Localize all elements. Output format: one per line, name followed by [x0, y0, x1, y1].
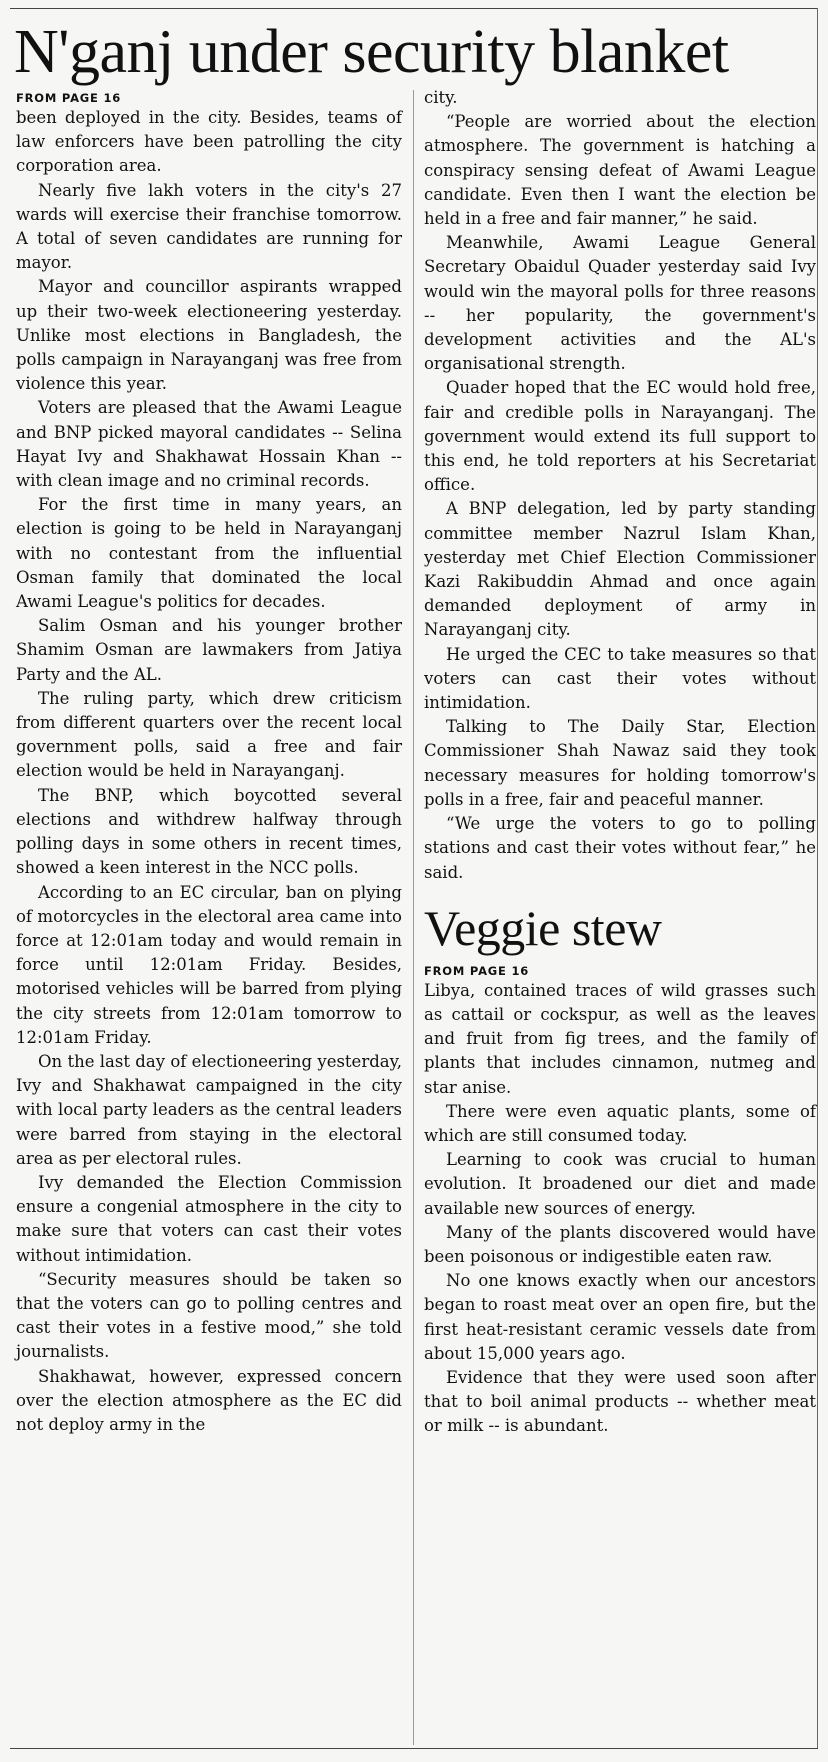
paragraph: No one knows exactly when our ancestors began to roast meat over an open fire, but the first heat-resistant ceramic vessels date from about 15,000 years ago. — [424, 1271, 816, 1363]
paragraph: city. — [424, 88, 458, 107]
paragraph: The BNP, which boycotted several elections and withdrew halfway through polling days in some others in recent times, showed a keen interest in the NCC polls. — [16, 785, 402, 878]
paragraph: “People are worried about the election atmosphere. The government is hatching a conspiracy sensing defeat of Awami League candidate. Even then I want the election be held in a free and fair manner,” he said. — [424, 112, 816, 229]
continuation-kicker: FROM PAGE 16 — [424, 963, 530, 978]
paragraph: Evidence that they were used soon after that to boil animal products -- whether meat or milk -- is abundant. — [424, 1367, 816, 1436]
paragraph: “We urge the voters to go to polling stations and cast their votes without fear,” he said. — [424, 814, 816, 882]
continuation-kicker: FROM PAGE 16 — [16, 91, 122, 105]
paragraph: A BNP delegation, led by party standing committee member Nazrul Islam Khan, yesterday met Chief Election Commissioner Kazi Rakibuddin Ahmad and once again demanded deployment of army in Narayanganj city. — [424, 499, 816, 640]
paragraph: Libya, contained traces of wild grasses such as cattail or cockspur, as well as the leaves and fruit from fig trees, and the family of plants that includes cinnamon, nutmeg and star anise. — [424, 980, 816, 1097]
paragraph: Ivy demanded the Election Commission ensure a congenial atmosphere in the city to make sure that voters can cast their votes without intimidation. — [16, 1172, 402, 1265]
right-rule — [817, 8, 818, 1748]
second-story-headline: Veggie stew — [424, 899, 662, 956]
paragraph: Learning to cook was crucial to human evolution. It broadened our diet and made available new sources of energy. — [424, 1150, 816, 1218]
paragraph: Nearly five lakh voters in the city's 27 wards will exercise their franchise tomorrow. A total of seven candidates are running for mayor. — [16, 180, 402, 273]
story-headline: N'ganj under security blanket — [14, 18, 729, 86]
paragraph: Meanwhile, Awami League General Secretary Obaidul Quader yesterday said Ivy would win the mayoral polls for three reasons -- her popularity, the government's development activities and the AL's organisational strength. — [424, 233, 816, 374]
paragraph: Voters are pleased that the Awami League and BNP picked mayoral candidates -- Selina Hayat Ivy and Shakhawat Hossain Khan -- with clean image and no criminal records. — [16, 398, 402, 491]
paragraph: There were even aquatic plants, some of which are still consumed today. — [424, 1101, 816, 1145]
paragraph: Quader hoped that the EC would hold free, fair and credible polls in Narayanganj. The government would extend its full support to this end, he told reporters at his Secretariat office. — [424, 378, 816, 495]
bottom-rule — [10, 1748, 818, 1749]
paragraph: “Security measures should be taken so that the voters can go to polling centres and cast their votes in a festive mood,” she told journalists. — [16, 1269, 402, 1362]
column-divider — [413, 90, 414, 1745]
story-left-column — [16, 90, 402, 1437]
paragraph: For the first time in many years, an election is going to be held in Narayanganj with no contestant from the influential Osman family that dominated the local Awami League's politics for decades. — [16, 495, 402, 612]
paragraph: been deployed in the city. Besides, teams of law enforcers have been patrolling the city corporation area. — [16, 108, 402, 176]
top-rule — [10, 8, 818, 9]
paragraph: Mayor and councillor aspirants wrapped up their two-week electioneering yesterday. Unlike most elections in Bangladesh, the polls campaign in Narayanganj was free from violence this year. — [16, 277, 402, 394]
story-right-column — [424, 86, 816, 1439]
paragraph: Many of the plants discovered would have been poisonous or indigestible eaten raw. — [424, 1222, 816, 1266]
paragraph: The ruling party, which drew criticism from different quarters over the recent local government polls, said a free and fair election would be held in Narayanganj. — [16, 688, 402, 781]
paragraph: According to an EC circular, ban on plying of motorcycles in the electoral area came into force at 12:01am today and would remain in force until 12:01am Friday. Besides, motorised vehicles will be barred from plying the city streets from 12:01am tomorrow to 12:01am Friday. — [16, 882, 402, 1047]
paragraph: Salim Osman and his younger brother Shamim Osman are lawmakers from Jatiya Party and the AL. — [16, 616, 402, 684]
paragraph: Shakhawat, however, expressed concern over the election atmosphere as the EC did not deploy army in the — [16, 1366, 402, 1434]
paragraph: Talking to The Daily Star, Election Commissioner Shah Nawaz said they took necessary measures for holding tomorrow's polls in a free, fair and peaceful manner. — [424, 717, 816, 809]
paragraph: He urged the CEC to take measures so that voters can cast their votes without intimidation. — [424, 644, 816, 713]
paragraph: On the last day of electioneering yesterday, Ivy and Shakhawat campaigned in the city with local party leaders as the central leaders were barred from staying in the electoral area as per electoral rules. — [16, 1051, 402, 1168]
